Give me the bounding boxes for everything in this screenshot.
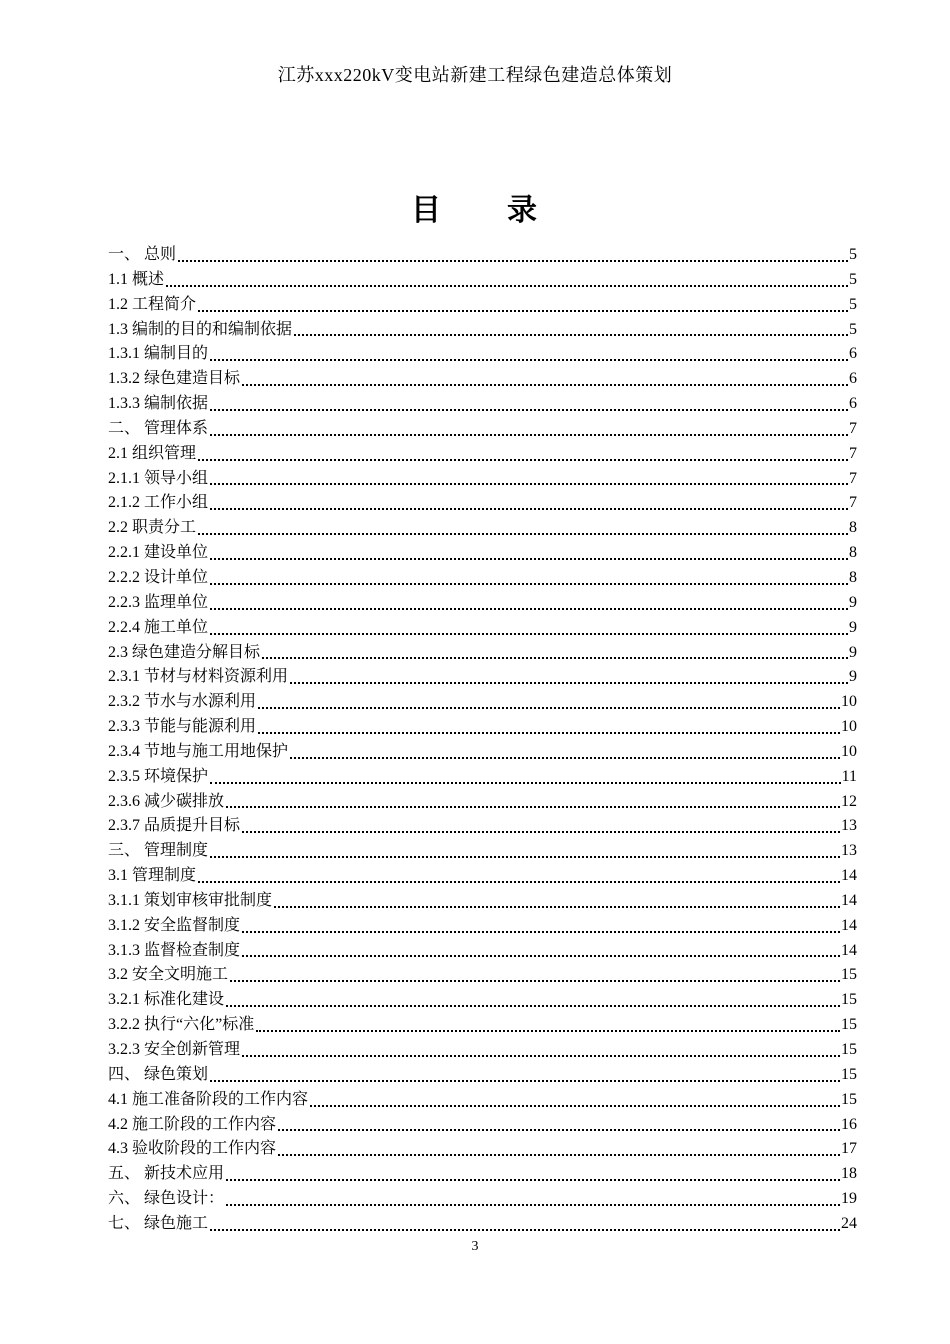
toc-entry[interactable] (108, 566, 857, 591)
toc-entry-page: 7 (849, 469, 857, 487)
toc-entry-page: 14 (841, 891, 857, 909)
toc-dot-leader (258, 707, 840, 709)
toc-dot-leader (226, 806, 840, 808)
toc-entry-label: 4.1 施工准备阶段的工作内容 (108, 1090, 309, 1108)
toc-entry-page: 18 (841, 1165, 857, 1183)
toc-dot-leader (290, 757, 840, 759)
toc-entry-page: 5 (849, 320, 857, 338)
toc-dot-leader (310, 1105, 840, 1107)
toc-dot-leader (274, 906, 840, 908)
toc-dot-leader (198, 881, 840, 883)
toc-entry-label: 4.2 施工阶段的工作内容 (108, 1115, 277, 1133)
toc-entry[interactable] (108, 268, 857, 293)
toc-entry-page: 9 (849, 593, 857, 611)
toc-dot-leader (262, 657, 848, 659)
toc-entry-label: 2.3.3 节能与能源利用 (108, 718, 257, 736)
toc-dot-leader (242, 955, 840, 957)
toc-dot-leader (226, 1005, 840, 1007)
toc-entry[interactable] (108, 417, 857, 442)
toc-entry-page: 7 (849, 494, 857, 512)
toc-entry[interactable] (108, 914, 857, 939)
toc-entry[interactable] (108, 591, 857, 616)
toc-entry-page: 12 (841, 792, 857, 810)
toc-entry-page: 15 (841, 966, 857, 984)
toc-dot-leader (210, 633, 848, 635)
toc-entry[interactable] (108, 516, 857, 541)
toc-entry-label: 1.2 工程简介 (108, 295, 197, 313)
document-header-title: 江苏xxx220kV变电站新建工程绿色建造总体策划 (277, 65, 673, 85)
toc-dot-leader (294, 334, 848, 336)
toc-entry-label: 1.3.1 编制目的 (108, 345, 209, 363)
toc-dot-leader (242, 384, 848, 386)
toc-entry-page: 5 (849, 246, 857, 263)
toc-dot-leader (230, 980, 840, 982)
toc-entry-label: 2.3.5 环境保护 (108, 767, 209, 785)
toc-dot-leader (198, 459, 848, 461)
toc-entry-label: 一、 总则 (108, 246, 177, 263)
toc-entry-label: 四、 绿色策划 (108, 1065, 209, 1083)
toc-entry-page: 6 (849, 395, 857, 413)
toc-dot-leader (210, 558, 848, 560)
toc-entry[interactable] (108, 988, 857, 1013)
toc-entry-page: 13 (841, 817, 857, 835)
toc-entry-page: 5 (849, 295, 857, 313)
toc-entry-label: 3.2.1 标准化建设 (108, 991, 225, 1009)
toc-entry[interactable] (108, 293, 857, 318)
toc-entry-page: 15 (841, 991, 857, 1009)
toc-entry-label: 2.2 职责分工 (108, 519, 197, 537)
toc-entry[interactable] (108, 765, 857, 790)
toc-entry[interactable] (108, 864, 857, 889)
toc-entry-page: 10 (841, 718, 857, 736)
toc-entry[interactable] (108, 939, 857, 964)
toc-dot-leader (198, 533, 848, 535)
toc-entry-label: 五、 新技术应用 (108, 1165, 225, 1183)
toc-dot-leader (258, 732, 840, 734)
toc-entry-page: 6 (849, 345, 857, 363)
toc-list (108, 243, 857, 1237)
toc-entry-page: 14 (841, 867, 857, 885)
toc-entry-label: 2.2.3 监理单位 (108, 593, 209, 611)
toc-entry-label: 2.1.2 工作小组 (108, 494, 209, 512)
toc-entry[interactable] (108, 616, 857, 641)
toc-dot-leader (210, 1080, 840, 1082)
toc-entry-page: 10 (841, 693, 857, 711)
toc-entry[interactable] (108, 1187, 857, 1212)
toc-entry-label: 2.3.6 减少碳排放 (108, 792, 225, 810)
toc-entry[interactable] (108, 839, 857, 864)
toc-entry[interactable] (108, 715, 857, 740)
toc-entry-page: 7 (849, 419, 857, 437)
toc-entry[interactable] (108, 392, 857, 417)
toc-entry-label: 2.2.1 建设单位 (108, 544, 209, 562)
toc-entry[interactable] (108, 665, 857, 690)
toc-dot-leader (242, 1055, 840, 1057)
toc-entry-page: 11 (841, 767, 857, 785)
toc-entry-page: 6 (849, 370, 857, 388)
toc-entry-label: 三、 管理制度 (108, 842, 209, 860)
toc-entry[interactable] (108, 491, 857, 516)
toc-dot-leader (210, 856, 840, 858)
toc-entry-label: 2.2.4 施工单位 (108, 618, 209, 636)
toc-entry[interactable] (108, 1162, 857, 1187)
toc-dot-leader (198, 310, 848, 312)
toc-entry-page: 14 (841, 941, 857, 959)
toc-entry[interactable] (108, 1063, 857, 1088)
toc-entry-label: 3.1.2 安全监督制度 (108, 916, 241, 934)
toc-dot-leader (210, 608, 848, 610)
toc-entry-label: 2.3 绿色建造分解目标 (108, 643, 261, 661)
toc-entry-label: 1.3.3 编制依据 (108, 395, 209, 413)
toc-entry-label: 2.3.7 品质提升目标 (108, 817, 241, 835)
toc-dot-leader (210, 583, 848, 585)
toc-entry[interactable] (108, 1088, 857, 1113)
toc-entry-label: 2.3.4 节地与施工用地保护 (108, 742, 289, 760)
toc-dot-leader (256, 1030, 840, 1032)
toc-entry[interactable] (108, 963, 857, 988)
toc-entry[interactable] (108, 1013, 857, 1038)
toc-entry-label: 六、 绿色设计： (108, 1190, 225, 1208)
toc-dot-leader (178, 260, 848, 262)
toc-entry-page: 9 (849, 668, 857, 686)
toc-entry-page: 9 (849, 643, 857, 661)
toc-dot-leader (278, 1129, 840, 1131)
toc-entry[interactable] (108, 318, 857, 343)
toc-entry-label: 3.1.1 策划审核审批制度 (108, 891, 273, 909)
toc-entry[interactable] (108, 442, 857, 467)
toc-entry-page: 9 (849, 618, 857, 636)
toc-entry-label: 1.1 概述 (108, 270, 165, 288)
toc-title: 目 录 (411, 194, 539, 227)
toc-entry-label: 2.1 组织管理 (108, 444, 197, 462)
toc-entry-page: 8 (849, 519, 857, 537)
toc-entry[interactable] (108, 467, 857, 492)
toc-dot-leader (278, 1154, 840, 1156)
toc-entry[interactable] (108, 1038, 857, 1063)
toc-dot-leader (290, 682, 848, 684)
toc-entry-page: 15 (841, 1041, 857, 1058)
toc-dot-leader (210, 1229, 840, 1231)
toc-dot-leader (210, 483, 848, 485)
toc-entry-label: 4.3 验收阶段的工作内容 (108, 1140, 277, 1158)
toc-entry-page: 15 (841, 1016, 857, 1034)
toc-entry[interactable] (108, 889, 857, 914)
toc-entry-page: 13 (841, 842, 857, 860)
toc-entry[interactable] (108, 243, 857, 268)
toc-entry-label: 七、 绿色施工 (108, 1214, 209, 1232)
toc-entry[interactable] (108, 541, 857, 566)
toc-dot-leader (242, 831, 840, 833)
toc-dot-leader (226, 1204, 840, 1206)
toc-entry-page: 19 (841, 1190, 857, 1208)
toc-entry[interactable] (108, 641, 857, 666)
toc-dot-leader (210, 409, 848, 411)
toc-dot-leader (166, 285, 848, 287)
toc-entry-label: 3.1.3 监督检查制度 (108, 941, 241, 959)
toc-entry-label: 2.3.1 节材与材料资源利用 (108, 668, 289, 686)
toc-entry-label: 二、 管理体系 (108, 419, 209, 437)
toc-entry[interactable] (108, 367, 857, 392)
toc-entry[interactable] (108, 790, 857, 815)
toc-entry[interactable] (108, 690, 857, 715)
toc-entry-page: 15 (841, 1065, 857, 1083)
toc-entry-page: 5 (849, 270, 857, 288)
toc-entry[interactable] (108, 1212, 857, 1237)
toc-entry-page: 10 (841, 742, 857, 760)
toc-entry[interactable] (108, 740, 857, 765)
toc-entry[interactable] (108, 1113, 857, 1138)
toc-entry[interactable] (108, 814, 857, 839)
toc-entry-page: 16 (841, 1115, 857, 1133)
toc-entry-label: 1.3.2 绿色建造目标 (108, 370, 241, 388)
toc-dot-leader (210, 782, 841, 784)
toc-entry-label: 2.1.1 领导小组 (108, 469, 209, 487)
toc-dot-leader (210, 508, 848, 510)
toc-entry-page: 24 (841, 1214, 857, 1232)
toc-entry-label: 2.3.2 节水与水源利用 (108, 693, 257, 711)
page-number: 3 (471, 1238, 479, 1254)
toc-entry-page: 8 (849, 568, 857, 586)
toc-dot-leader (226, 1179, 840, 1181)
toc-entry[interactable] (108, 1137, 857, 1162)
toc-entry-page: 14 (841, 916, 857, 934)
toc-entry-page: 17 (841, 1140, 857, 1158)
toc-dot-leader (242, 931, 840, 933)
toc-entry-page: 7 (849, 444, 857, 462)
toc-entry-label: 3.2.2 执行“六化”标准 (108, 1016, 255, 1034)
toc-entry-label: 3.2.3 安全创新管理 (108, 1041, 241, 1058)
toc-dot-leader (210, 359, 848, 361)
toc-entry-label: 3.1 管理制度 (108, 867, 197, 885)
toc-entry-page: 8 (849, 544, 857, 562)
toc-entry-label: 2.2.2 设计单位 (108, 568, 209, 586)
toc-entry-label: 3.2 安全文明施工 (108, 966, 229, 984)
toc-entry[interactable] (108, 342, 857, 367)
toc-entry-label: 1.3 编制的目的和编制依据 (108, 320, 293, 338)
toc-entry-page: 15 (841, 1090, 857, 1108)
toc-dot-leader (210, 434, 848, 436)
